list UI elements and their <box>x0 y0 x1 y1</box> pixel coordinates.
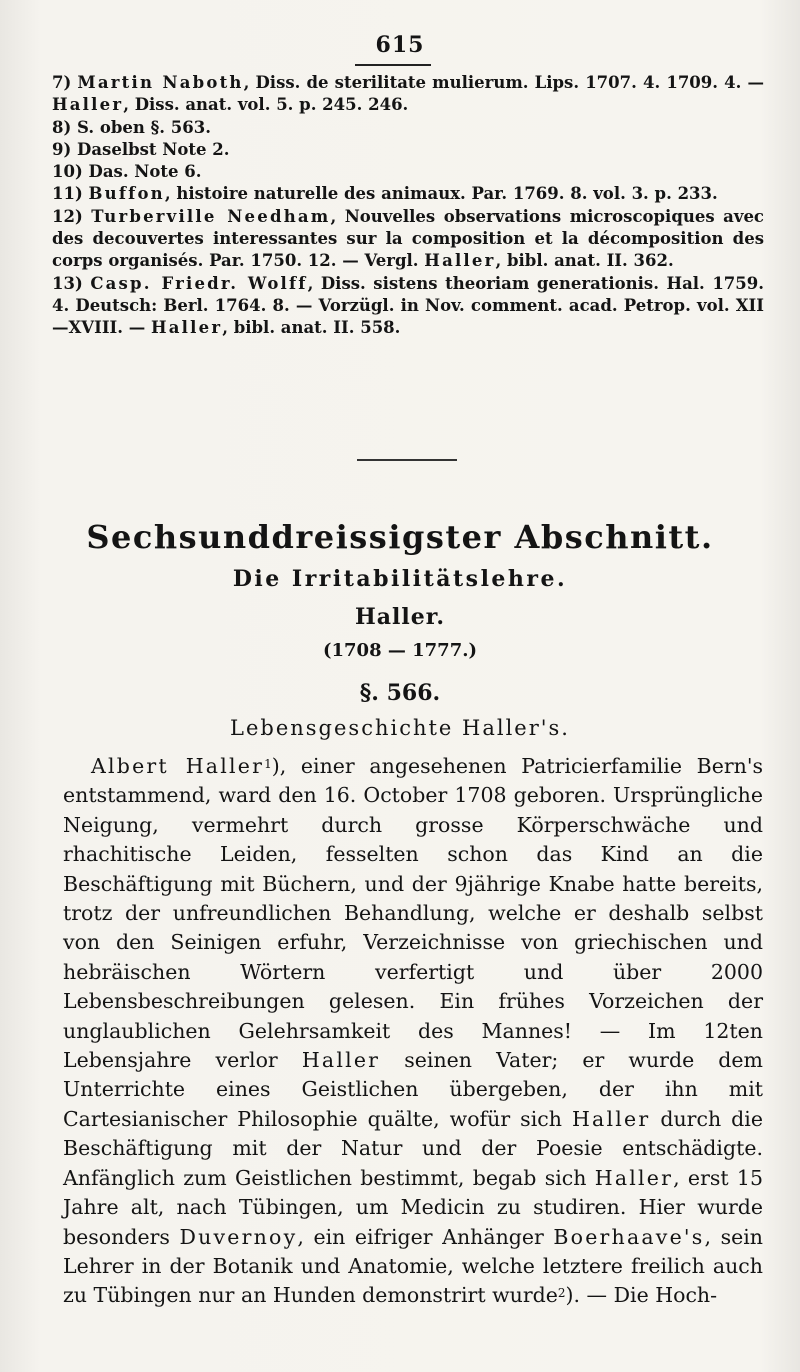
page-number: 615 <box>375 32 425 58</box>
person-name: Haller <box>571 1106 651 1131</box>
footnote-number: 12) <box>52 206 83 226</box>
footnote-text: , Diss. sistens theoriam generationis. Hal. 1759. 4. Deutsch: Berl. 1764. 8. — Vorzügl. in Nov. comment. acad. Petrop. vol. XII —XVIII. — <box>52 273 764 338</box>
body-text <box>63 752 763 1311</box>
body-span: durch die Beschäftigung mit der Natur und der Poesie entschädigte. Anfänglich zum Geistlichen bestimmt, begab sich <box>63 1106 763 1190</box>
section-title: Lebensgeschichte Haller's. <box>230 716 570 740</box>
footnote-text: , bibl. anat. II. 362. <box>495 251 674 271</box>
section-number: §. 566. <box>359 680 441 706</box>
footnote-text: S. oben §. 563. <box>77 117 211 137</box>
person-name: Haller <box>301 1048 381 1073</box>
footnote-number: 8) <box>52 117 72 137</box>
body-span: ). — Die Hoch- <box>565 1283 718 1308</box>
footnote-number: 9) <box>52 139 72 159</box>
footnote-text: Daselbst Note 2. <box>77 139 230 159</box>
footnote <box>52 183 764 205</box>
footnote-text: , Nouvelles observations microscopiques avec des decouvertes interessantes sur la composition et la décomposition des corps organisés. Par. 1750. 12. — Vergl. <box>52 206 764 271</box>
chapter-subtitle: Die Irritabilitätslehre. <box>232 566 568 592</box>
footnote <box>52 117 764 139</box>
footnote-ref: 1 <box>264 757 272 771</box>
footnote-text: , Diss. de sterilitate mulierum. Lips. 1707. 4. 1709. 4. — <box>243 73 764 92</box>
body-span: ), einer angesehenen Patricierfamilie Bern's entstammend, ward den 16. October 1708 geboren. Ursprüngliche Neigung, vermehrt durch grosse Körperschwäche und rhachitische Leiden, fesselten schon das Kind an die Beschäftigung mit Büchern, und der 9jährige Knabe hatte bereits, trotz der unfreundlichen Behandlung, welche er deshalb selbst von den Seinigen erfuhr, Verzeichnisse von griechischen und hebräischen Wörtern verfertigt und über 2000 Lebensbeschreibungen gelesen. Ein frühes Vorzeichen der unglaublichen Gelehrsamkeit des Mannes! — Im 12ten Lebensjahre verlor <box>63 754 763 1073</box>
footnotes <box>52 72 764 340</box>
body-span: seinen Vater; er wurde dem Unterrichte eines Geistlichen übergeben, der ihn mit Cartesianischer Philosophie quälte, wofür sich <box>63 1048 763 1131</box>
person-name: Duvernoy <box>179 1224 298 1249</box>
author-name: Haller <box>52 95 124 115</box>
author-name: Martin Naboth <box>77 73 244 92</box>
person-name: Haller <box>594 1165 674 1190</box>
footnote-number: 13) <box>52 273 83 293</box>
footnote-number: 10) <box>52 162 83 182</box>
footnote <box>52 206 764 273</box>
footnote <box>52 139 764 161</box>
footnote-text: , bibl. anat. II. 558. <box>222 318 401 338</box>
author-name: Buffon <box>88 184 165 204</box>
footnote-text: , Diss. anat. vol. 5. p. 245. 246. <box>123 95 409 115</box>
footnote-number: 11) <box>52 184 83 204</box>
footnote <box>52 273 764 340</box>
person-years: (1708 — 1777.) <box>322 640 478 661</box>
person-heading: Haller. <box>355 604 445 630</box>
footnote-text: , histoire naturelle des animaux. Par. 1769. 8. vol. 3. p. 233. <box>164 184 718 204</box>
author-name: Turberville Needham <box>91 206 331 226</box>
person-name: Albert Haller <box>91 754 265 778</box>
author-name: Haller <box>151 318 223 338</box>
body-span: , sein Lehrer in der Botanik und Anatomie, welche letztere freilich auch zu Tübingen nur an Hunden demonstrirt wurde <box>63 1224 763 1308</box>
page-number-rule <box>355 64 431 66</box>
footnote-text: Das. Note 6. <box>88 162 202 182</box>
footnote-ref: 2 <box>557 1286 566 1301</box>
body-span: , erst 15 Jahre alt, nach Tübingen, um Medicin zu studiren. Hier wurde besonders <box>63 1165 763 1249</box>
footnote-number: 7) <box>52 73 72 92</box>
author-name: Haller <box>424 251 496 271</box>
footnote <box>52 161 764 183</box>
footnote <box>52 72 764 117</box>
author-name: Casp. Friedr. Wolff <box>90 273 308 293</box>
body-span: , ein eifriger Anhänger <box>297 1224 554 1249</box>
section-divider <box>357 459 457 461</box>
person-name: Boerhaave's <box>553 1224 705 1249</box>
chapter-title: Sechsunddreissigster Abschnitt. <box>86 518 714 556</box>
body-paragraph <box>63 752 763 1311</box>
